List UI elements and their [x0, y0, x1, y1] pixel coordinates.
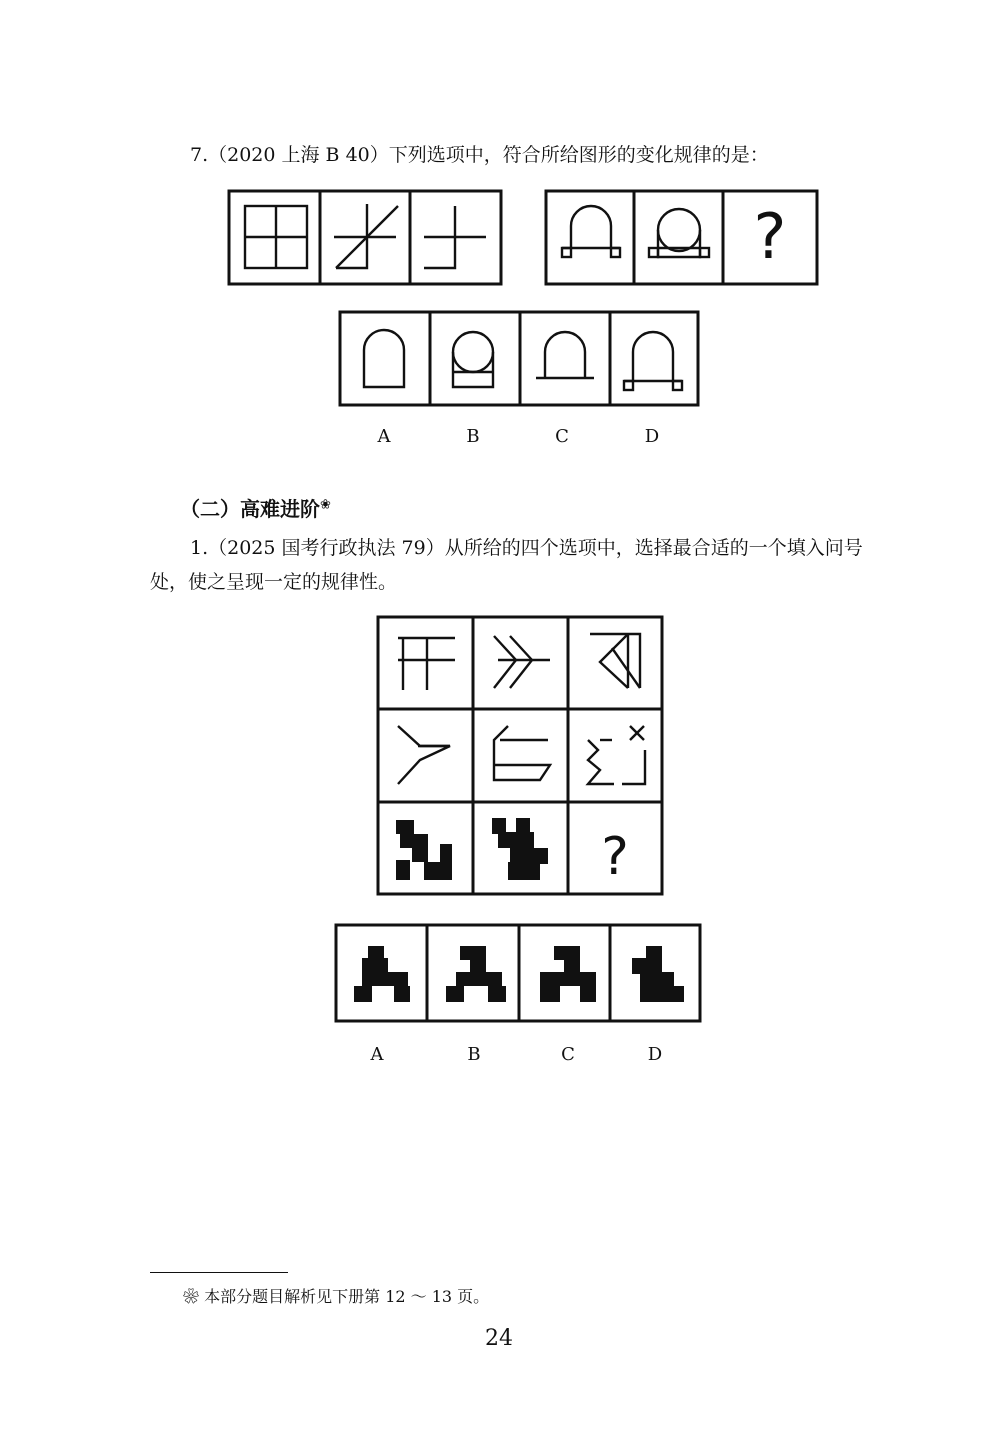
q1-stem-cell-3 — [590, 634, 640, 688]
q7-option-b-figure[interactable] — [453, 332, 493, 387]
q1-options[interactable] — [336, 925, 700, 1021]
q1-option-label-b[interactable]: B — [467, 1044, 481, 1065]
q1-option-b-figure[interactable] — [446, 946, 506, 1002]
q1-figures — [0, 600, 1000, 1040]
q1-stem-cell-6 — [588, 726, 645, 784]
q7-stem-cell-1 — [245, 206, 307, 268]
q7-option-label-a[interactable]: A — [377, 426, 391, 447]
q1-question-mark: ? — [601, 827, 629, 887]
q7-stem-cell-4 — [562, 206, 620, 257]
q1-text-line-2: 处，使之呈现一定的规律性。 — [150, 571, 398, 593]
q1-text-line-1: 1.（2025 国考行政执法 79）从所给的四个选项中，选择最合适的一个填入问号 — [190, 537, 863, 559]
section-title-text: （二）高难进阶 — [180, 497, 320, 521]
q1-option-label-d[interactable]: D — [647, 1044, 663, 1065]
q7-text: 7.（2020 上海 B 40）下列选项中，符合所给图形的变化规律的是： — [190, 144, 769, 166]
q1-stem-cell-7 — [396, 820, 452, 880]
section-title — [180, 493, 331, 522]
q7-stem-cell-2 — [334, 204, 398, 268]
footnote — [183, 1284, 489, 1307]
q1-stem-cell-4 — [398, 726, 450, 784]
q7-stem-group-1 — [229, 191, 501, 284]
q7-option-label-d[interactable]: D — [644, 426, 660, 447]
q1-option-a-figure[interactable] — [354, 946, 410, 1002]
q1-option-c-figure[interactable] — [540, 946, 596, 1002]
q7-options[interactable] — [340, 312, 698, 405]
q1-stem-cell-2 — [494, 636, 550, 688]
section-footnote-marker: ❀ — [320, 497, 331, 513]
footnote-rule — [150, 1272, 288, 1273]
q7-question-mark: ? — [753, 200, 787, 273]
q7-option-label-b[interactable]: B — [466, 426, 480, 447]
q7-figures — [0, 0, 1000, 420]
q1-stem-cell-1 — [398, 638, 455, 690]
q7-option-c-figure[interactable] — [536, 332, 594, 378]
q1-stem-grid — [378, 617, 662, 894]
q1-option-label-c[interactable]: C — [561, 1044, 575, 1065]
q7-option-a-figure[interactable] — [364, 330, 404, 387]
q1-stem-cell-5 — [494, 726, 550, 780]
footnote-marker: ❀ — [183, 1287, 200, 1306]
q7-stem-cell-5 — [649, 209, 709, 257]
q1-option-d-figure[interactable] — [632, 946, 684, 1002]
q7-stem-group-2 — [546, 191, 817, 284]
q7-stem-cell-3 — [424, 206, 486, 268]
q7-option-d-figure[interactable] — [624, 332, 682, 390]
footnote-text: 本部分题目解析见下册第 12 ～ 13 页。 — [204, 1287, 490, 1306]
q1-option-label-a[interactable]: A — [370, 1044, 384, 1065]
page-number: 24 — [485, 1326, 513, 1351]
q1-stem-cell-8 — [492, 818, 548, 880]
q7-option-label-c[interactable]: C — [555, 426, 569, 447]
